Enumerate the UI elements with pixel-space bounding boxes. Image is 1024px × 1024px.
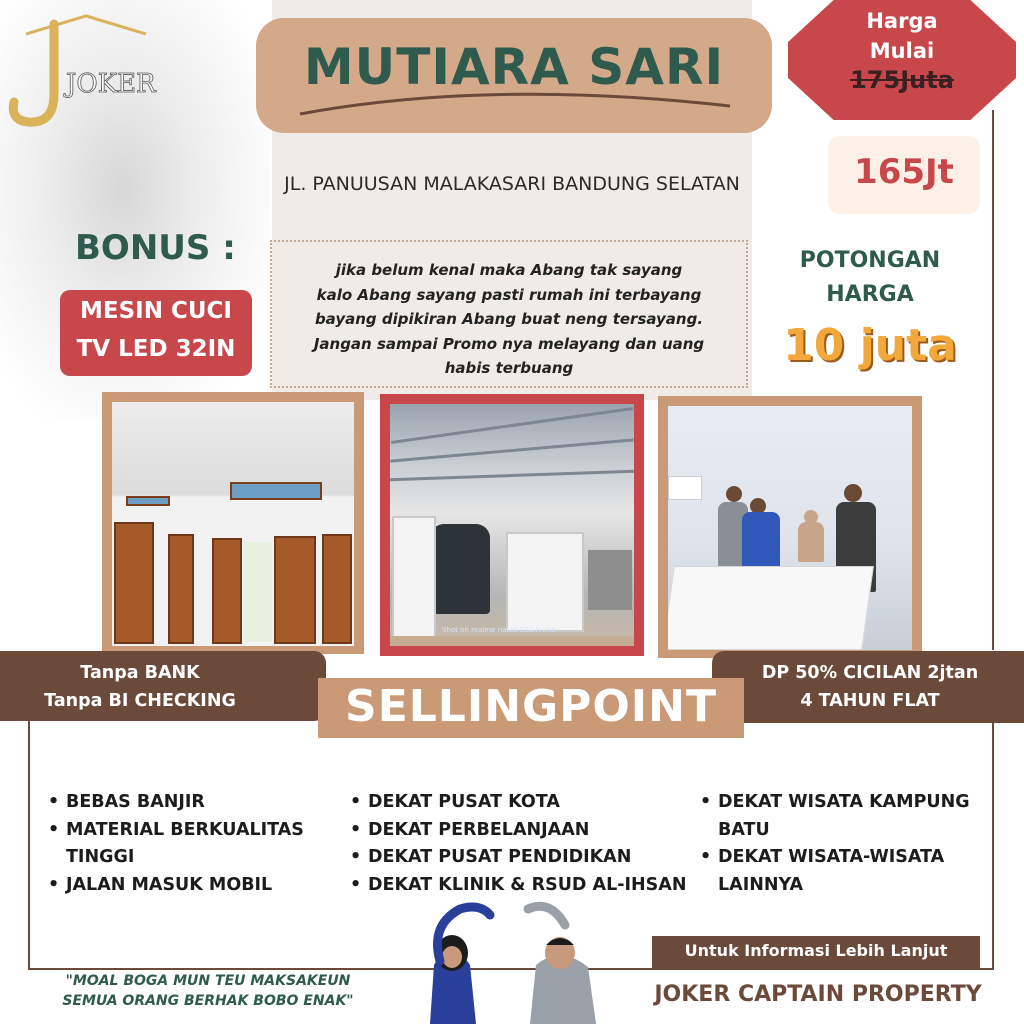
poem-line: jika belum kenal maka Abang tak sayang — [335, 261, 683, 279]
poem-line: kalo Abang sayang pasti rumah ini terbayang — [316, 285, 702, 304]
company-name: JOKER CAPTAIN PROPERTY — [654, 982, 982, 1007]
list-item: • DEKAT WISATA KAMPUNG BATU — [700, 789, 1000, 844]
list-item: • DEKAT KLINIK & RSUD AL-IHSAN — [350, 872, 700, 900]
poem-line: habis terbuang — [444, 359, 574, 377]
quote-line: "MOAL BOGA MUN TEU MAKSAKEUN — [65, 973, 351, 989]
feature-list-3 — [700, 789, 1000, 899]
quote-line: SEMUA ORANG BERHAK BOBO ENAK" — [62, 993, 354, 1009]
info-text: Untuk Informasi Lebih Lanjut — [684, 941, 948, 960]
door — [212, 538, 242, 644]
new-price: 165Jt — [854, 152, 954, 192]
interior-photo — [112, 402, 354, 646]
payment-right-line: DP 50% CICILAN 2jtan — [761, 663, 979, 683]
list-item: • DEKAT PUSAT PENDIDIKAN — [350, 844, 700, 872]
address-text: JL. PANUUSAN MALAKASARI BANDUNG SELATAN — [284, 173, 740, 195]
payment-left-line: Tanpa BI CHECKING — [44, 691, 236, 711]
discount-amount: 10 juta — [783, 320, 957, 371]
bonus-items — [60, 292, 252, 368]
list-item: • DEKAT PERBELANJAAN — [350, 817, 700, 845]
door — [274, 536, 316, 644]
footer-quote — [28, 971, 388, 1011]
door — [114, 522, 154, 644]
joker-logo — [6, 14, 166, 129]
feature-list-1 — [48, 789, 338, 899]
svg-text:JOKER: JOKER — [66, 69, 156, 99]
door — [322, 534, 352, 644]
door — [168, 534, 194, 644]
doorway-view — [244, 542, 272, 642]
window — [668, 476, 702, 500]
roof-beam — [390, 470, 634, 482]
list-item: • DEKAT WISATA-WISATA LAINNYA — [700, 844, 1000, 899]
poem-line: Jangan sampai Promo nya melayang dan uang — [313, 334, 705, 353]
discount-label-line: HARGA — [826, 282, 914, 307]
poem-text — [278, 258, 740, 381]
exterior-photo — [390, 404, 634, 646]
list-item: • DEKAT PUSAT KOTA — [350, 789, 700, 817]
sellingpoint-heading: SELLINGPOINT — [345, 681, 717, 732]
poem-line: bayang dipikiran Abang buat neng tersayang. — [314, 310, 704, 328]
list-item: • MATERIAL BERKUALITAS TINGGI — [48, 817, 338, 872]
payment-left-line: Tanpa BANK — [80, 663, 200, 683]
person-head — [726, 486, 742, 502]
car — [430, 524, 490, 614]
payment-left-text — [0, 659, 280, 715]
price-label-line: Harga — [866, 9, 938, 33]
price-label — [788, 6, 1016, 66]
bonus-title: BONUS : — [75, 228, 236, 268]
frame-line-right — [992, 110, 994, 650]
ground — [390, 636, 634, 646]
gate — [392, 516, 436, 640]
person-head — [844, 484, 862, 502]
photo-caption: Shot on realme narzo 50A Prime — [442, 626, 556, 634]
gate — [506, 532, 584, 632]
discount-label — [770, 244, 970, 312]
old-price: 175Juta — [850, 66, 954, 94]
page-title: MUTIARA SARI — [303, 38, 725, 96]
person — [798, 522, 824, 562]
window — [126, 496, 170, 506]
window — [230, 482, 322, 500]
list-item: • JALAN MASUK MOBIL — [48, 872, 338, 900]
kitchen-photo — [668, 406, 912, 650]
bonus-item: MESIN CUCI — [80, 298, 232, 324]
payment-right-text — [730, 659, 1010, 715]
roof-beam — [391, 407, 633, 444]
agents-photo — [400, 895, 640, 1024]
wall-vent — [588, 550, 632, 610]
frame-line-left-bottom — [28, 720, 30, 970]
kitchen-counter — [668, 566, 874, 650]
roof-beam — [390, 438, 633, 462]
list-item: • BEBAS BANJIR — [48, 789, 338, 817]
feature-list-2 — [350, 789, 700, 899]
payment-right-line: 4 TAHUN FLAT — [800, 691, 940, 711]
discount-label-line: POTONGAN — [799, 248, 941, 273]
bonus-item: TV LED 32IN — [76, 336, 236, 362]
price-label-line: Mulai — [869, 39, 935, 63]
